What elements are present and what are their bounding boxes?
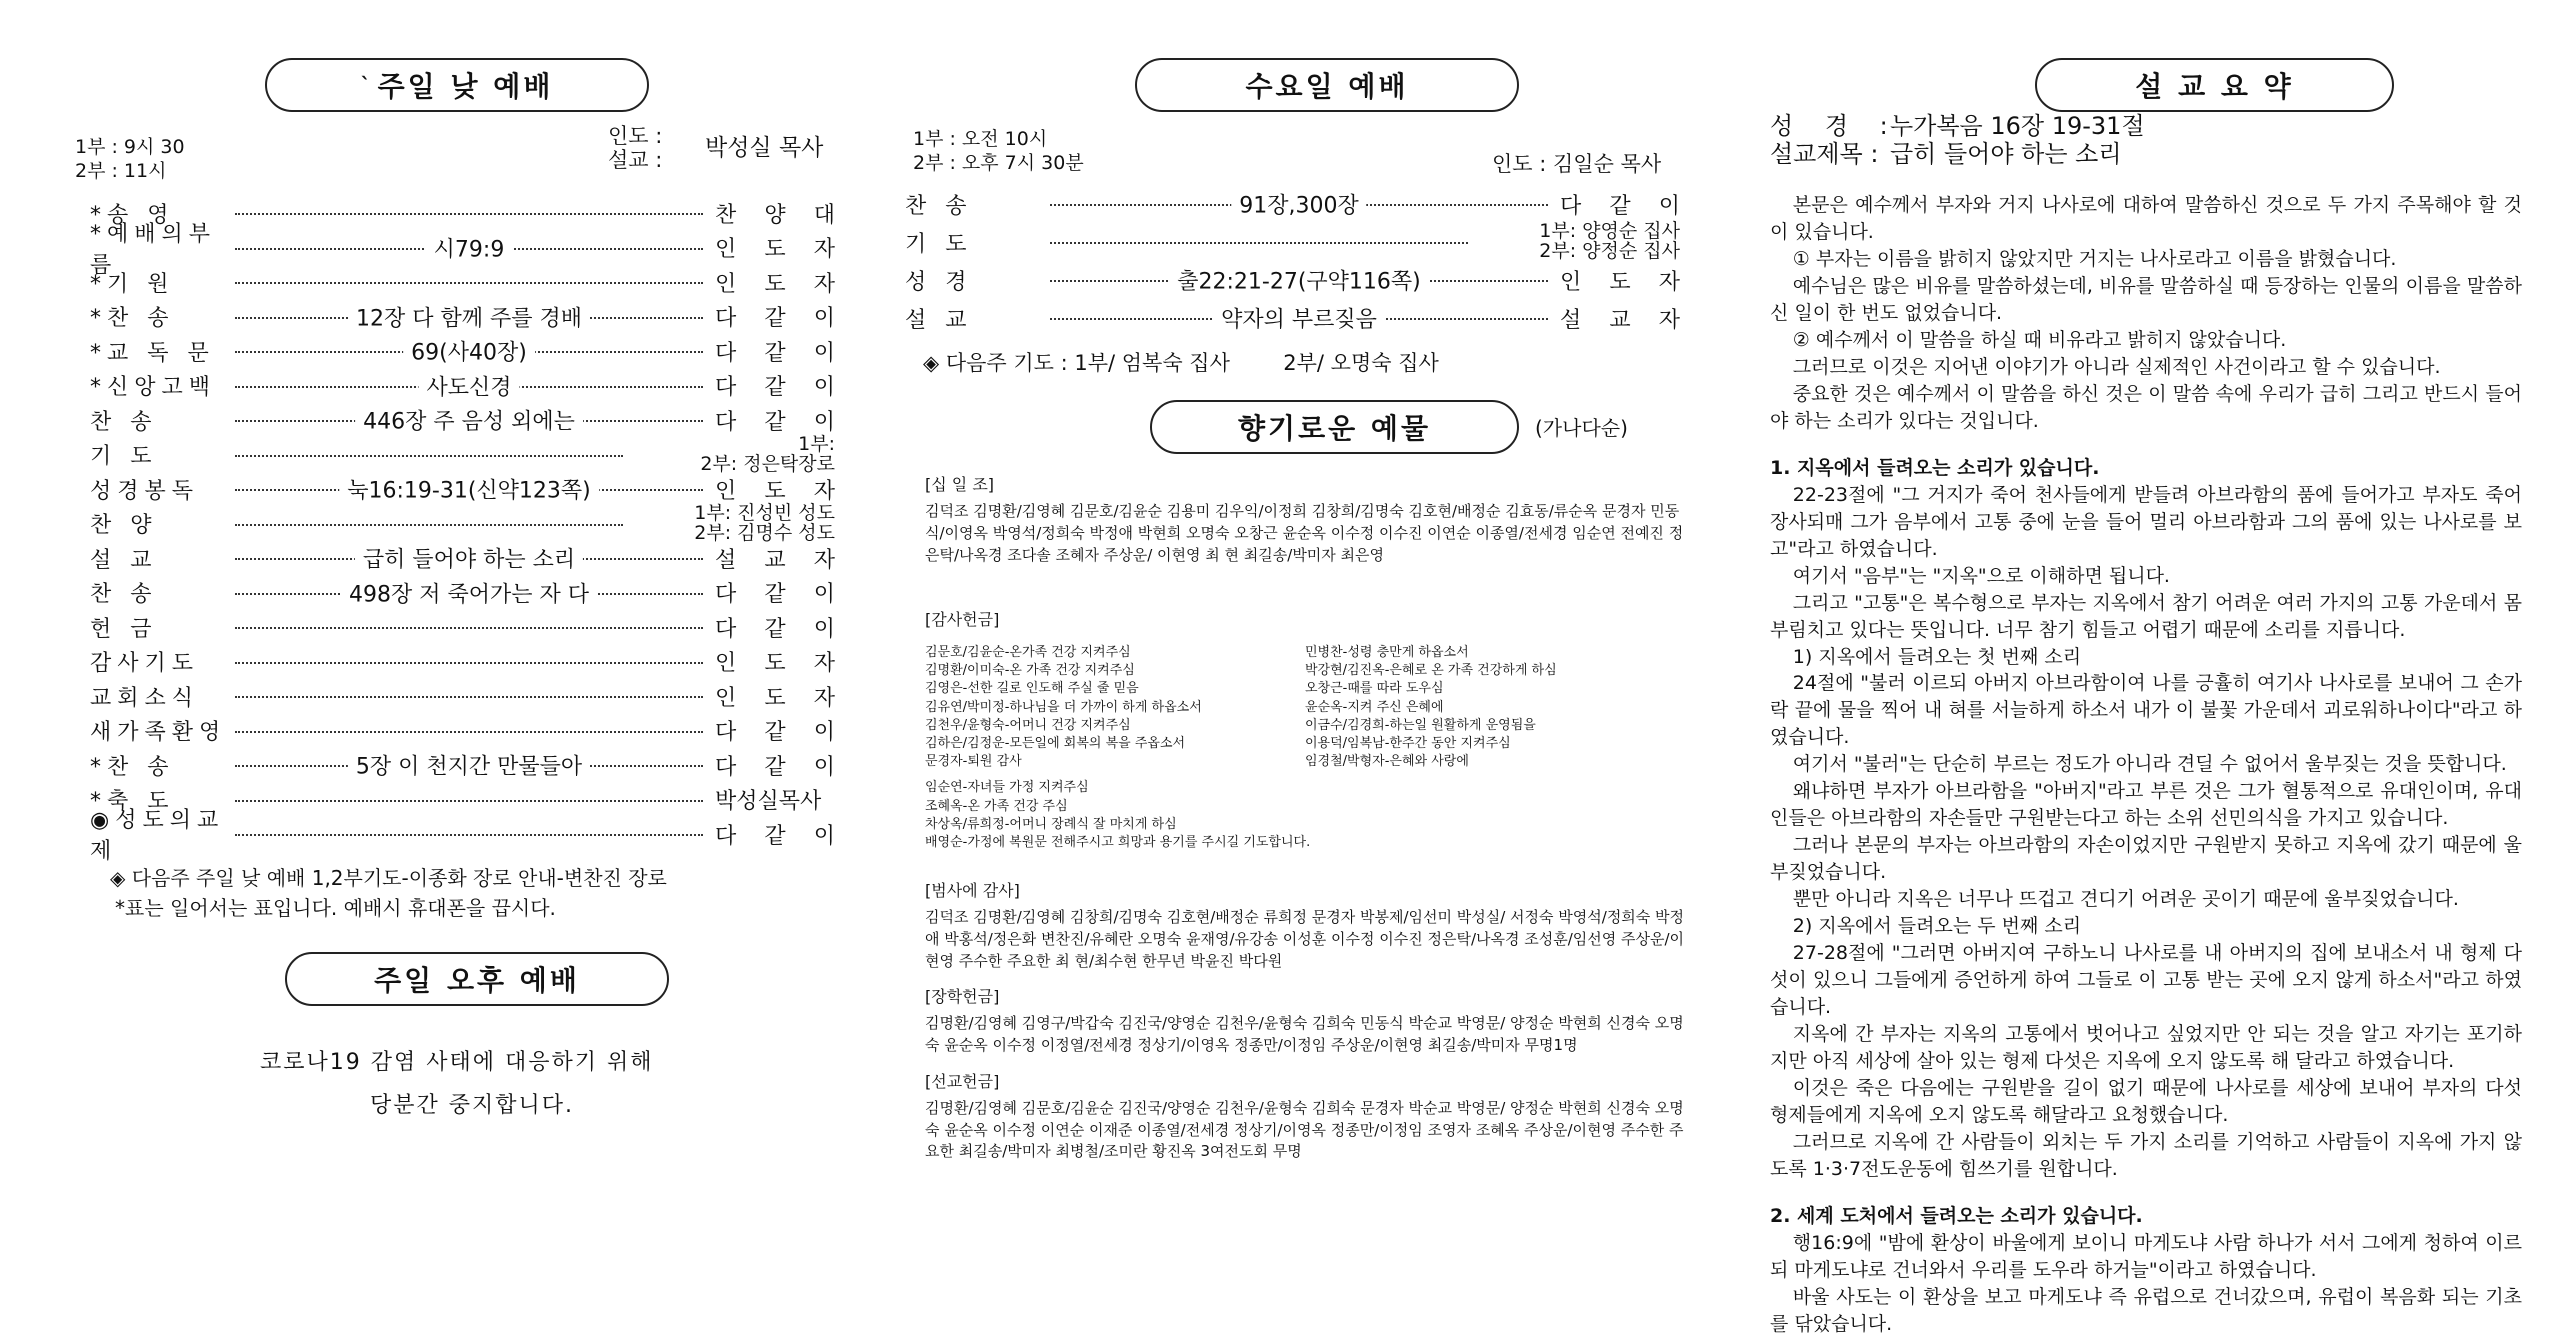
order-person: 설 교 자 <box>1560 307 1680 333</box>
order-person: 다 같 이 <box>715 616 835 642</box>
mission-label: [선교헌금] <box>925 1071 1000 1091</box>
thanks-item: 오창근-때를 따라 도우심 <box>1305 681 1444 697</box>
order-label: *송 영 <box>90 202 175 228</box>
sunday-worship-column <box>60 0 840 1301</box>
sermon-summary-column <box>1770 0 2525 1335</box>
sermon-paragraph: 여기서 "음부"는 "지옥"으로 이해하면 됩니다. <box>1792 564 2170 587</box>
order-label: *축 도 <box>90 789 175 815</box>
thanks-item: 이금수/김경희-하는일 원활하게 운영됨을 <box>1305 717 1536 733</box>
order-label: 감사기도 <box>90 651 200 677</box>
order-label: 성 경 <box>905 269 973 295</box>
sunday-worship-title: ˋ 주일 낮 예배 <box>265 58 649 112</box>
order-row <box>90 645 835 680</box>
sermon-paragraph: 바울 사도는 이 환상을 보고 마게도냐 즉 유럽으로 건너갔으며, 유럽이 복음화 되는 기초를 닦았습니다. <box>1770 1285 2522 1335</box>
wed-next-prayer: ◈ 다음주 기도 : 1부/ 엄복숙 집사 2부/ 오명숙 집사 <box>923 351 1439 375</box>
wednesday-worship-column <box>905 0 1705 1301</box>
order-row <box>90 808 835 865</box>
offering-order: (가나다순) <box>1535 416 1628 440</box>
order-leader-dots <box>1050 299 1548 337</box>
sermon-paragraph: 뿐만 아니라 지옥은 너무나 뜨겁고 견디기 어려운 곳이기 때문에 울부짖었습니다. <box>1792 888 2459 911</box>
dotted-line <box>235 731 703 733</box>
order-row <box>90 748 835 783</box>
leader-name: 박성실 목사 <box>705 135 824 161</box>
wed-time-second: 2부 : 오후 7시 30분 <box>913 152 1084 174</box>
order-person: 다 같 이 <box>715 720 835 746</box>
thanks-list-left <box>925 644 1305 771</box>
time-first: 1부 : 9시 30 <box>75 136 185 158</box>
order-person: 인 도 자 <box>715 271 835 297</box>
dotted-line <box>235 524 623 526</box>
order-person: 인 도 자 <box>1560 269 1680 295</box>
order-row <box>90 714 835 749</box>
order-person: 다 같 이 <box>715 375 835 401</box>
order-label: 찬 송 <box>90 582 158 608</box>
dotted-line <box>235 455 623 457</box>
offering-title: 향기로운 예물 <box>1150 400 1519 454</box>
scholarship-names: 김명환/김영혜 김영구/박갑숙 김진국/양영순 김천우/윤형숙 김희숙 민동식 박순교 박영문/ 양정순 박현희 신경숙 오명숙 윤순옥 이수정 이정열/전세경 정상기/이영옥 정종만/이정임 주상운/이현영 최길송/박미자 무명1명 <box>925 1014 1684 1055</box>
next-week-note: ◈ 다음주 주일 낮 예배 1,2부기도-이종화 장로 안내-변찬진 장로 <box>110 866 667 890</box>
sermon-paragraph: 그리고 "고통"은 복수형으로 부자는 지옥에서 참기 어려운 여러 가지의 고통 가운데서 몸부림치고 있다는 뜻입니다. 너무 참기 힘들고 어렵기 때문에 소리를 지릅니다. <box>1770 591 2522 641</box>
dotted-line <box>235 662 703 664</box>
section1-paragraphs <box>1770 482 2522 1183</box>
order-leader-dots <box>235 748 703 783</box>
thanks-item: 차상옥/류희정-어머니 장례식 잘 마치게 하심 <box>925 816 1177 832</box>
order-row <box>90 369 835 404</box>
order-label: *기 원 <box>90 271 175 297</box>
dotted-line <box>235 627 703 629</box>
order-label: 찬 양 <box>90 513 158 539</box>
order-label: ◉성도의교제 <box>90 808 225 865</box>
order-label: 설 교 <box>90 547 158 573</box>
order-label: 기 도 <box>905 231 973 257</box>
order-leader-dots <box>235 817 703 852</box>
order-leader-dots <box>235 714 703 749</box>
sermon-paragraph: 본문은 예수께서 부자와 거지 나사로에 대하여 말씀하신 것으로 두 가지 주목해야 할 것이 있습니다. <box>1770 194 2522 243</box>
order-label: 찬 송 <box>90 409 158 435</box>
tithe-label: [십 일 조] <box>925 475 995 494</box>
order-leader-dots <box>235 231 703 266</box>
tithe-names: 김덕조 김명환/김영혜 김문호/김윤순 김용미 김우익/이정희 김창희/김명숙 김호현/배정순 김효동/류순옥 문경자 민동식/이영옥 박영석/정희숙 박정애 박현희 오명숙 오창근 윤순옥 이수정 이수진 이연순 이종열/전세경 임순연 전예진 정은탁/나옥경 조다솔 조혜자 주상운/ 이현영 최 현 최길송/박미자 최은영 <box>925 502 1684 564</box>
dotted-line <box>235 800 703 802</box>
order-row <box>90 432 835 475</box>
sermon-paragraph: 행16:9에 "밤에 환상이 바울에게 보이니 마게도냐 사람 하나가 서서 그에게 청하여 이르되 마게도냐로 건너와서 우리를 도우라 하거늘"이라고 하였습니다. <box>1770 1231 2522 1281</box>
order-item: 출22:21-27(구약116쪽) <box>1169 265 1429 296</box>
offering-lists <box>925 462 1685 1163</box>
order-row <box>90 541 835 576</box>
order-leader-dots <box>235 300 703 335</box>
sermon-paragraph: 그러므로 지옥에 간 사람들이 외치는 두 가지 소리를 기억하고 사람들이 지옥에 가지 않도록 1·3·7전도운동에 힘쓰기를 원합니다. <box>1770 1130 2522 1180</box>
sermon-paragraph: 그러나 본문의 부자는 아브라함의 자손이었지만 구원받지 못하고 지옥에 갔기 때문에 울부짖었습니다. <box>1770 834 2522 884</box>
gratitude-label: [범사에 감사] <box>925 881 1020 901</box>
thanks-list-right <box>1305 644 1685 771</box>
preacher-label: 설교 : <box>608 148 663 172</box>
sermon-subject-line: 설교제목 : 급히 들어야 하는 소리 <box>1770 140 2122 168</box>
order-row <box>90 501 835 544</box>
order-item: 사도신경 <box>418 370 519 401</box>
order-item: 91장,300장 <box>1231 189 1366 220</box>
dotted-line <box>235 834 703 836</box>
order-row <box>905 185 1680 223</box>
sermon-paragraph: 22-23절에 "그 거지가 죽어 천사들에게 받들려 아브라함의 품에 들어가고 부자도 죽어 장사되매 그가 음부에서 고통 중에 눈을 들어 멀리 아브라함과 그의 품에 있는 나사로를 보고"라고 하였습니다. <box>1770 483 2522 560</box>
order-leader-dots <box>235 507 623 542</box>
thanks-item: 김하은/김정운-모든일에 회복의 복을 주옵소서 <box>925 735 1186 751</box>
sermon-paragraph: ① 부자는 이름을 밝히지 않았지만 거지는 나사로라고 이름을 밝혔습니다. <box>1792 247 2397 270</box>
sermon-paragraph: 왜냐하면 부자가 아브라함을 "아버지"라고 부른 것은 그가 혈통적으로 유대인이며, 유대인들은 아브라함의 자손들만 구원받는다고 하는 소위 선민의식을 가지고 있습니다. <box>1770 780 2522 830</box>
thanks-item: 민병찬-성령 충만게 하옵소서 <box>1305 645 1469 660</box>
sermon-paragraph: 1) 지옥에서 들려오는 첫 번째 소리 <box>1792 645 2082 668</box>
order-leader-dots <box>235 196 703 231</box>
order-person: 다 같 이 <box>715 823 835 849</box>
wednesday-worship-title: 수요일 예배 <box>1135 58 1519 112</box>
order-item: 12장 다 함께 주를 경배 <box>348 301 590 332</box>
sunday-order-list <box>90 196 835 865</box>
scripture-line: 성 경 :누가복음 16장 19-31절 <box>1770 112 2145 140</box>
order-leader-dots <box>235 334 703 369</box>
sermon-paragraph: 중요한 것은 예수께서 이 말씀을 하신 것은 이 말씀 속에 우리가 급히 그리고 반드시 들어야 하는 소리가 있다는 것입니다. <box>1770 382 2522 432</box>
order-label: *교 독 문 <box>90 340 215 366</box>
order-row <box>90 610 835 645</box>
order-person: 박성실목사 <box>715 789 822 815</box>
thanks-list-more <box>925 779 1685 852</box>
thanks-item: 김문호/김윤순-온가족 건강 지켜주심 <box>925 645 1131 660</box>
order-person: 찬 양 대 <box>715 202 835 228</box>
thanks-item: 박강현/김진옥-은혜로 온 가족 건강하게 하심 <box>1305 663 1557 679</box>
order-leader-dots <box>235 610 703 645</box>
wednesday-order-list <box>905 185 1680 345</box>
order-label: *찬 송 <box>90 306 175 332</box>
time-second: 2부 : 11시 <box>75 160 167 182</box>
order-label: *찬 송 <box>90 754 175 780</box>
gratitude-names: 김덕조 김명환/김영혜 김창희/김명숙 김호현/배정순 류희정 문경자 박봉제/임선미 박성실/ 서정숙 박영석/정희숙 박정애 박홍석/정은화 변찬진/유혜란 오명숙 윤재영/유강송 이성훈 이수정 이수진 정은탁/나옥경 조성훈/임선영 주상운/이현영 주수한 주요한 최 현/최수현 한무년 박윤진 박다원 <box>925 908 1685 970</box>
order-person: 다 같 이 <box>715 409 835 435</box>
thanks-item: 김천우/윤형숙-어머니 건강 지켜주심 <box>925 717 1131 733</box>
order-person: 1부: 양영순 집사 2부: 양정순 집사 <box>1539 220 1680 262</box>
order-leader-dots <box>235 438 623 473</box>
order-row <box>905 299 1680 337</box>
sermon-paragraph: 그러므로 이것은 지어낸 이야기가 아니라 실제적인 사건이라고 할 수 있습니다. <box>1792 355 2441 378</box>
order-row <box>90 679 835 714</box>
thanks-item: 임경철/박형자-은혜와 사랑에 <box>1305 754 1469 770</box>
sermon-paragraph: 지옥에 간 부자는 지옥의 고통에서 벗어나고 싶었지만 안 되는 것을 알고 자기는 포기하지만 아직 세상에 살아 있는 형제 다섯은 지옥에 오지 않도록 해 달라고 하였습니다. <box>1770 1023 2522 1073</box>
order-row <box>90 576 835 611</box>
sermon-paragraph: 이것은 죽은 다음에는 구원받을 길이 없기 때문에 나사로를 세상에 보내어 부자의 다섯 형제들에게 지옥에 오지 않도록 해달라고 요청했습니다. <box>1770 1077 2522 1126</box>
order-person: 인 도 자 <box>715 685 835 711</box>
order-item: 눅16:19-31(신약123쪽) <box>339 474 599 505</box>
order-label: *예배의부름 <box>90 221 217 278</box>
order-item: 5장 이 천지간 만물들아 <box>348 750 590 781</box>
thanks-item: 김명환/이미숙-온 가족 건강 지켜주심 <box>925 663 1135 679</box>
order-leader-dots <box>235 679 703 714</box>
afternoon-worship-title: 주일 오후 예배 <box>285 952 669 1006</box>
order-row <box>90 265 835 300</box>
order-label: *신앙고백 <box>90 375 217 401</box>
order-leader-dots <box>1050 185 1548 223</box>
order-person: 다 같 이 <box>715 340 835 366</box>
order-leader-dots <box>235 645 703 680</box>
thanks-item: 배영순-가정에 복원문 전해주시고 희망과 용기를 주시길 기도합니다. <box>925 834 1311 850</box>
order-person: 다 같 이 <box>715 306 835 332</box>
order-row <box>905 220 1680 262</box>
order-leader-dots <box>235 783 703 818</box>
thanks-offering-list <box>925 644 1685 771</box>
order-label: 성경봉독 <box>90 478 200 504</box>
order-leader-dots <box>235 541 703 576</box>
section2-paragraphs <box>1770 1230 2522 1338</box>
order-person: 설 교 자 <box>715 547 835 573</box>
order-item: 69(사40장) <box>403 336 535 367</box>
order-person: 인 도 자 <box>715 651 835 677</box>
thanks-item: 이용덕/임복남-한주간 동안 지켜주심 <box>1305 735 1511 751</box>
order-item: 급히 들어야 하는 소리 <box>355 543 583 574</box>
intro-paragraphs <box>1770 192 2522 435</box>
thanks-item: 윤순옥-지켜 주신 은혜에 <box>1305 699 1444 715</box>
order-person: 1부: 2부: 정은탁장로 <box>700 432 835 475</box>
thanks-item: 문경자-퇴원 감사 <box>925 754 1022 770</box>
dotted-line <box>235 696 703 698</box>
sermon-paragraph: 24절에 "불러 이르되 아버지 아브라함이여 나를 긍휼히 여기사 나사로를 보내어 그 손가락 끝에 물을 찍어 내 혀를 서늘하게 하소서 내가 이 불꽃 가운데서 괴로워하나이다"라고 하였습니다. <box>1770 672 2522 749</box>
leader-label: 인도 : <box>608 124 663 148</box>
order-item: 498장 저 죽어가는 자 다 <box>341 577 597 608</box>
wed-leader: 인도 : 김일순 목사 <box>1492 152 1662 176</box>
order-label: 설 교 <box>905 307 973 333</box>
thanks-item: 김영은-선한 길로 인도해 주실 줄 믿음 <box>925 681 1139 697</box>
sermon-paragraph: 예수님은 많은 비유를 말씀하셨는데, 비유를 말씀하실 때 등장하는 인물의 이름을 말씀하신 일이 한 번도 없었습니다. <box>1770 274 2522 324</box>
order-leader-dots <box>235 576 703 611</box>
mission-names: 김명환/김영혜 김문호/김윤순 김진국/양영순 김천우/윤형숙 김희숙 문경자 박순교 박영문/ 양정순 박현희 신경숙 오명숙 윤순옥 이수정 이연순 이재준 이종열/전세경 정상기/이영옥 정종만/이정임 조영자 조혜옥 주상운/이현영 주수한 주요한 최길송/박미자 최병철/조미란 황진옥 3여전도회 무명 <box>925 1098 1684 1161</box>
order-label: 헌 금 <box>90 616 158 642</box>
order-row <box>90 334 835 369</box>
order-person: 1부: 진성빈 성도 2부: 김명수 성도 <box>694 501 835 544</box>
heading-1: 1. 지옥에서 들려오는 소리가 있습니다. <box>1770 456 2100 479</box>
sermon-paragraph: 27-28절에 "그러면 아버지여 구하노니 나사로를 내 아버지의 집에 보내소서 내 형제 다섯이 있으니 그들에게 증언하게 하여 그들로 이 고통 받는 곳에 오지 않게 하소서"라고 하였습니다. <box>1770 942 2522 1019</box>
sermon-paragraph: ② 예수께서 이 말씀을 하실 때 비유라고 밝히지 않았습니다. <box>1792 328 2287 351</box>
order-person: 인 도 자 <box>715 237 835 263</box>
order-item: 446장 주 음성 외에는 <box>355 405 583 436</box>
order-row <box>90 221 835 278</box>
dotted-line <box>235 282 703 284</box>
sermon-summary-title: 설 교 요 약 <box>2035 58 2394 112</box>
order-person: 인 도 자 <box>715 478 835 504</box>
order-person: 다 같 이 <box>715 754 835 780</box>
standing-note: *표는 일어서는 표입니다. 예배시 휴대폰을 끕시다. <box>115 896 556 920</box>
afternoon-notice-2: 당분간 중지합니다. <box>370 1093 575 1118</box>
order-row <box>905 261 1680 299</box>
order-label: 새가족환영 <box>90 720 227 746</box>
thanks-offering-label: [감사헌금] <box>925 610 1000 629</box>
order-leader-dots <box>235 472 703 507</box>
scholarship-label: [장학헌금] <box>925 987 1000 1007</box>
order-person: 다 같 이 <box>715 582 835 608</box>
dotted-line <box>235 213 703 215</box>
order-item: 시79:9 <box>426 232 513 263</box>
order-row <box>90 403 835 438</box>
order-item: 약자의 부르짖음 <box>1213 303 1385 334</box>
order-leader-dots <box>235 369 703 404</box>
thanks-item: 조혜옥-온 가족 건강 주심 <box>925 798 1068 814</box>
sermon-paragraph: 2) 지옥에서 들려오는 두 번째 소리 <box>1792 915 2082 938</box>
afternoon-notice-1: 코로나19 감염 사태에 대응하기 위해 <box>260 1050 654 1075</box>
order-label: 기 도 <box>90 444 158 470</box>
sermon-body <box>1770 192 2522 1338</box>
heading-2: 2. 세계 도처에서 들려오는 소리가 있습니다. <box>1770 1204 2143 1227</box>
order-leader-dots <box>235 403 703 438</box>
order-leader-dots <box>235 265 703 300</box>
order-row <box>90 300 835 335</box>
order-leader-dots <box>1050 223 1468 261</box>
sermon-paragraph: 여기서 "불러"는 단순히 부르는 정도가 아니라 견딜 수 없어서 울부짖는 것을 뜻합니다. <box>1792 753 2507 776</box>
thanks-item: 임순연-자녀들 가정 지켜주심 <box>925 780 1089 796</box>
order-label: 교회소식 <box>90 685 200 711</box>
wed-time-first: 1부 : 오전 10시 <box>913 128 1048 150</box>
dotted-line <box>1050 242 1468 244</box>
order-person: 다 같 이 <box>1560 193 1680 219</box>
thanks-item: 김유연/박미정-하나님을 더 가까이 하게 하옵소서 <box>925 699 1202 715</box>
order-leader-dots <box>1050 261 1548 299</box>
order-label: 찬 송 <box>905 193 973 219</box>
